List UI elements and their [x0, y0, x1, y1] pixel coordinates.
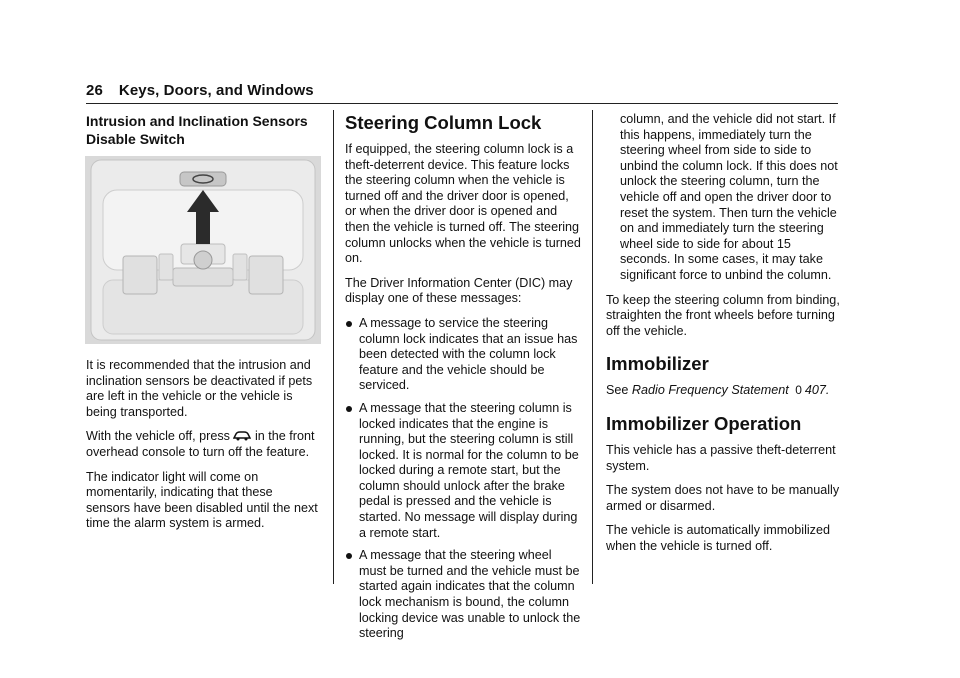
paragraph-text: in the front overhead console to turn off the feature. [86, 429, 315, 459]
paragraph [86, 429, 320, 460]
paragraph: If equipped, the steering column lock is a theft-deterrent device. This feature locks the steering column when the vehicle is turned off and the driver door is opened, or when the driver door is opened and then the vehicle is turned off. The steering column unlocks when the vehicle is turned on. [345, 142, 581, 266]
paragraph: The indicator light will come on momentarily, indicating that these sensors have been disabled until the next time the alarm system is armed. [86, 469, 318, 531]
paragraph: This vehicle has a passive theft-deterrent system. [606, 442, 836, 473]
header-rule [86, 103, 838, 104]
car-sensor-icon [233, 430, 251, 441]
reference-link[interactable]: Radio Frequency Statement [631, 383, 789, 398]
section-title-steering-column-lock: Steering Column Lock [345, 112, 542, 133]
right-column [606, 112, 840, 563]
bullet-icon [346, 406, 352, 412]
section-title-immobilizer-operation: Immobilizer Operation [606, 412, 802, 434]
list-item-text: A message that the steering wheel must be turned and the vehicle must be started again indicates that the column lock mechanism is bound, the column locking device was unable to unlock the steering [359, 548, 581, 641]
page-header [86, 82, 314, 99]
page-number: 26 [86, 82, 103, 99]
section-heading: Intrusion and Inclination Sensors Disable Switch [86, 113, 308, 147]
see-reference [606, 383, 840, 399]
bullet-icon [346, 553, 352, 559]
see-label: See [606, 383, 629, 398]
bullet-icon [346, 321, 352, 327]
section-title: Keys, Doors, and Windows [118, 82, 314, 99]
paragraph: The system does not have to be manually armed or disarmed. [606, 483, 840, 513]
column-divider [333, 110, 334, 584]
paragraph-text: With the vehicle off, press [86, 429, 230, 444]
column-divider [592, 110, 593, 584]
paragraph: To keep the steering column from binding, straighten the front wheels before turning off the vehicle. [606, 292, 840, 338]
overhead-console-illustration [85, 156, 321, 344]
bullet-continuation: column, and the vehicle did not start. If this happens, immediately turn the steering wheel from side to side to unbind the column lock. If this does not unlock the steering column, turn the vehicle off and open the driver door to reset the system. Then turn the vehicle on and immediately turn the steering wheel side to side for about 15 seconds. In some cases, it may take significant force to unbind the column. [620, 112, 838, 282]
list-item-text: A message to service the steering column lock indicates that an issue has been detected with the column lock feature and the vehicle should be serviced. [359, 315, 578, 393]
page-reference-icon: 0 [795, 383, 802, 398]
paragraph: It is recommended that the intrusion and inclination sensors be deactivated if pets are left in the vehicle or the vehicle is being transported. [86, 358, 313, 419]
list-item-text: A message that the steering column is locked indicates that the engine is running, but the steering column is still locked. It is normal for the column to be locked during a remote start, but the column should unlock after the brake pedal is pressed and the vehicle is started. No message will display during a remote start. [359, 400, 579, 540]
section-title-immobilizer: Immobilizer [606, 353, 709, 375]
message-list [345, 316, 581, 642]
left-column [86, 112, 320, 541]
reference-page[interactable]: 407. [804, 383, 830, 398]
paragraph: The vehicle is automatically immobilized when the vehicle is turned off. [606, 523, 830, 553]
list-item [345, 548, 581, 642]
middle-column [345, 112, 581, 649]
list-item [345, 316, 581, 394]
list-item [345, 401, 581, 541]
paragraph: The Driver Information Center (DIC) may display one of these messages: [345, 275, 573, 306]
